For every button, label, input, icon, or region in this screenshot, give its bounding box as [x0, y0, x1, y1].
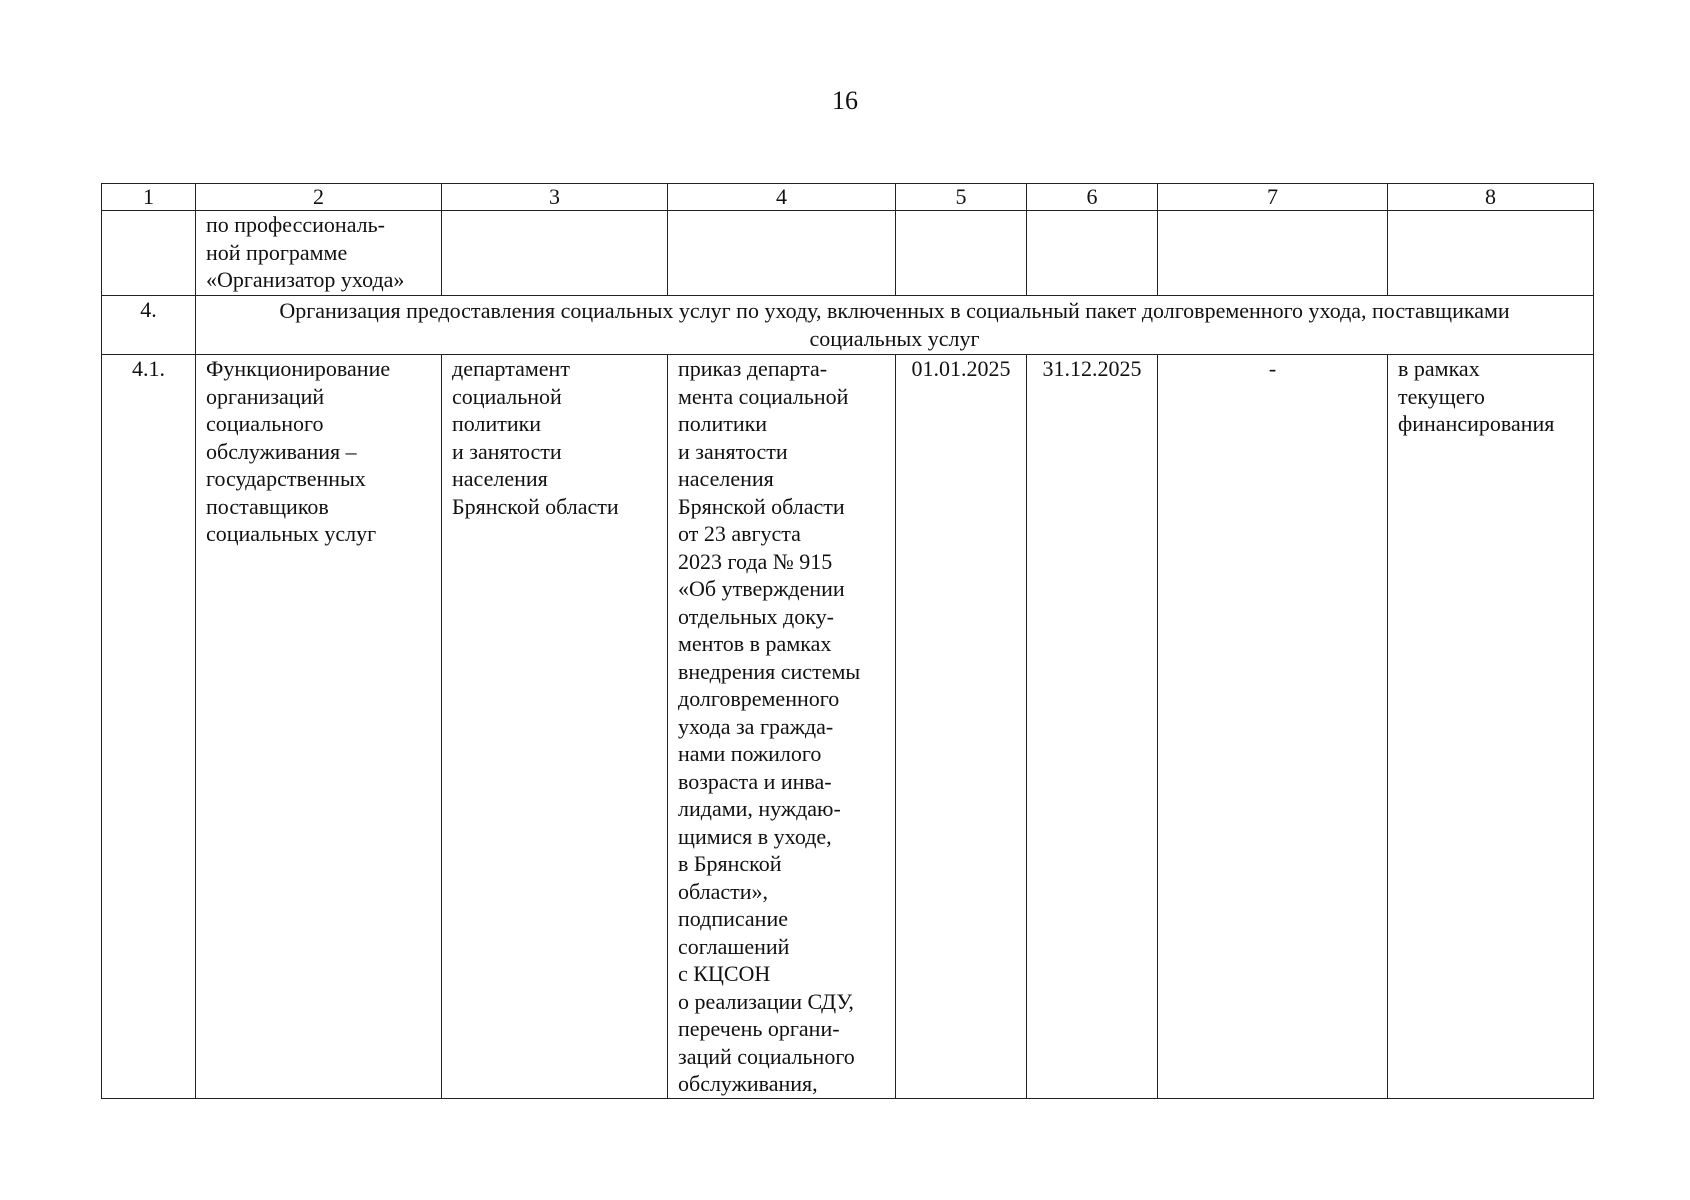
document-line: в Брянской	[678, 851, 782, 876]
section-title-line: социальных услуг	[809, 325, 980, 351]
column-header-5: 5	[896, 184, 1027, 211]
section-title-line: Организация предоставления социальных услуг по уходу, включенных в социальный пакет долговременного ухода, поставщиками	[279, 298, 1510, 323]
cell-responsible	[442, 211, 668, 296]
funding-line: в рамках	[1398, 356, 1480, 381]
document-line: Брянской области	[678, 493, 845, 519]
document-line: области»,	[678, 878, 769, 904]
activity-line: организаций	[206, 383, 325, 409]
document-line: внедрения системы	[678, 658, 861, 684]
document-line: нами пожилого	[678, 741, 822, 766]
column-header-7: 7	[1158, 184, 1388, 211]
cell-end-date	[1027, 211, 1158, 296]
document-line: заций социального	[678, 1043, 855, 1069]
funding-line: текущего	[1398, 383, 1485, 409]
cell-number	[102, 211, 196, 296]
document-line: лидами, нуждаю-	[678, 796, 841, 821]
document-line: возраста и инва-	[678, 768, 832, 794]
activity-line: по профессиональ-	[206, 212, 385, 237]
cell-start-date: 01.01.2025	[896, 355, 1027, 1099]
activity-line: поставщиков	[206, 493, 329, 519]
document-line: «Об утверждении	[678, 576, 845, 601]
activity-line: социального	[206, 411, 324, 436]
responsible-line: Брянской области	[452, 493, 619, 519]
document-line: обслуживания,	[678, 1071, 818, 1096]
column-header-4: 4	[668, 184, 896, 211]
cell-activity	[196, 211, 442, 296]
cell-document	[668, 211, 896, 296]
section-title	[196, 296, 1594, 355]
responsible-line: социальной	[452, 383, 562, 409]
cell-responsible	[442, 355, 668, 1099]
cell-col7	[1158, 211, 1388, 296]
document-line: соглашений	[678, 933, 790, 959]
document-line: приказ департа-	[678, 356, 828, 381]
table-header-row	[102, 184, 1594, 211]
document-line: ментов в рамках	[678, 631, 832, 656]
item-number: 4.1.	[102, 355, 196, 1099]
table-row-section	[102, 296, 1594, 355]
document-line: о реализации СДУ,	[678, 988, 854, 1014]
cell-document	[668, 355, 896, 1099]
funding-line: финансирования	[1398, 411, 1555, 436]
cell-funding	[1388, 211, 1594, 296]
cell-end-date: 31.12.2025	[1027, 355, 1158, 1099]
table-row-continuation	[102, 211, 1594, 296]
document-line: политики	[678, 411, 768, 436]
cell-start-date	[896, 211, 1027, 296]
plan-table	[101, 183, 1594, 1099]
table-row-item	[102, 355, 1594, 1099]
document-line: и занятости	[678, 438, 788, 464]
document-line: щимися в уходе,	[678, 823, 832, 849]
document-line: подписание	[678, 906, 788, 931]
cell-funding	[1388, 355, 1594, 1099]
column-header-8: 8	[1388, 184, 1594, 211]
cell-col7: -	[1158, 355, 1388, 1099]
document-line: перечень органи-	[678, 1016, 840, 1041]
cell-activity	[196, 355, 442, 1099]
activity-line: государственных	[206, 466, 366, 491]
column-header-1: 1	[102, 184, 196, 211]
document-line: долговременного	[678, 686, 840, 711]
column-header-3: 3	[442, 184, 668, 211]
activity-line: обслуживания –	[206, 438, 357, 464]
document-line: с КЦСОН	[678, 961, 771, 986]
column-header-6: 6	[1027, 184, 1158, 211]
activity-line: социальных услуг	[206, 521, 377, 546]
column-header-2: 2	[196, 184, 442, 211]
document-line: 2023 года № 915	[678, 548, 833, 574]
document-line: отдельных доку-	[678, 603, 834, 629]
document-line: ухода за гражда-	[678, 713, 834, 739]
responsible-line: населения	[452, 466, 548, 491]
page-number: 16	[832, 86, 858, 115]
document-line: мента социальной	[678, 383, 849, 409]
activity-line: ной программе	[206, 239, 348, 265]
responsible-line: и занятости	[452, 438, 562, 464]
document-line: от 23 августа	[678, 521, 801, 546]
document-line: населения	[678, 466, 774, 491]
responsible-line: политики	[452, 411, 542, 436]
activity-line: «Организатор ухода»	[206, 267, 405, 292]
section-number: 4.	[102, 296, 196, 355]
activity-line: Функционирование	[206, 356, 391, 381]
responsible-line: департамент	[452, 356, 570, 381]
